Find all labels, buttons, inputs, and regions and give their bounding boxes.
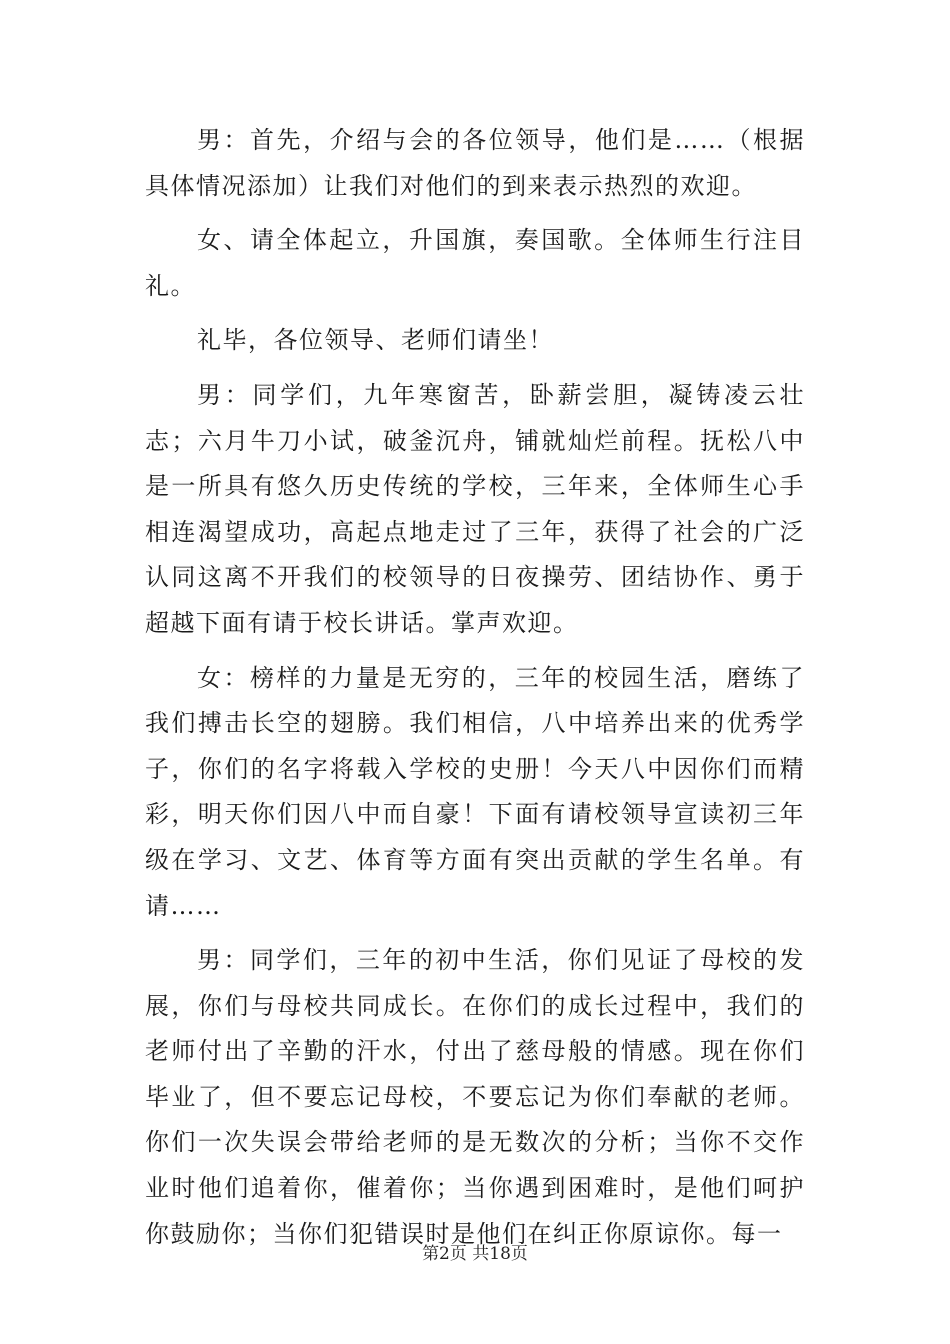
paragraph-principal-speech: 男：同学们，九年寒窗苦，卧薪尝胆，凝铸凌云壮志；六月牛刀小试，破釜沉舟，铺就灿烂前程。抚松八中是一所具有悠久历史传统的学校，三年来，全体师生心手相连渴望成功，高起点地走过了三年，获得了社会的广泛认同这离不开我们的校领导的日夜操劳、团结协作、勇于超越下面有请于校长讲话。掌声欢迎。: [145, 380, 805, 637]
document-body: [145, 118, 805, 1266]
paragraph-please-sit: 礼毕，各位领导、老师们请坐！: [197, 326, 554, 355]
paragraph-flag-ceremony: 女、请全体起立，升国旗，奏国歌。全体师生行注目礼。: [145, 226, 805, 300]
paragraph-host-intro-leaders: 男：首先，介绍与会的各位领导，他们是……（根据具体情况添加）让我们对他们的到来表示热烈的欢迎。: [145, 126, 805, 200]
paragraph-honor-list: 女：榜样的力量是无穷的，三年的校园生活，磨练了我们搏击长空的翅膀。我们相信，八中培养出来的优秀学子，你们的名字将载入学校的史册！今天八中因你们而精彩，明天你们因八中而自豪！下面有请校领导宣读初三年级在学习、文艺、体育等方面有突出贡献的学生名单。有请……: [145, 663, 805, 920]
paragraph-thank-teachers: 男：同学们，三年的初中生活，你们见证了母校的发展，你们与母校共同成长。在你们的成长过程中，我们的老师付出了辛勤的汗水，付出了慈母般的情感。现在你们毕业了，但不要忘记母校，不要忘记为你们奉献的老师。你们一次失误会带给老师的是无数次的分析；当你不交作业时他们追着你，催着你；当你遇到困难时，是他们呵护你鼓励你；当你们犯错误时是他们在纠正你原谅你。每一: [145, 946, 805, 1248]
page-number-footer: 第2页 共18页: [422, 1244, 528, 1264]
